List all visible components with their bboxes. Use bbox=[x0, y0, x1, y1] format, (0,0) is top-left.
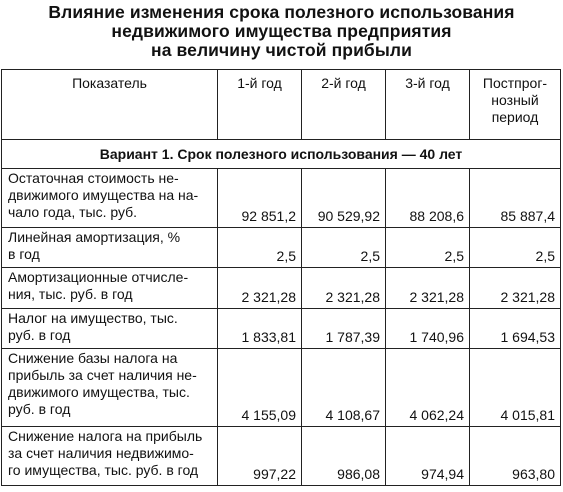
row-value: 2,5 bbox=[470, 228, 561, 268]
title-line: на величину чистой прибыли bbox=[151, 40, 412, 60]
row-value: 2 321,28 bbox=[218, 268, 302, 309]
header-cell: Постпрог- нозный период bbox=[470, 70, 561, 140]
header-cell: 2-й год bbox=[302, 70, 386, 140]
table-row bbox=[2, 268, 561, 309]
header-row bbox=[2, 70, 561, 140]
header-cell: 1-й год bbox=[218, 70, 302, 140]
table-row bbox=[2, 309, 561, 349]
row-value: 2 321,28 bbox=[470, 268, 561, 309]
row-label: Налог на имущество, тыс. руб. в год bbox=[2, 309, 218, 349]
row-label: Снижение базы налога на прибыль за счет наличия не- движимого имущества, тыс. руб. в год bbox=[2, 349, 218, 427]
row-label: Линейная амортизация, % в год bbox=[2, 228, 218, 268]
row-value: 88 208,6 bbox=[386, 169, 470, 228]
row-value: 1 694,53 bbox=[470, 309, 561, 349]
row-value: 1 740,96 bbox=[386, 309, 470, 349]
row-value: 92 851,2 bbox=[218, 169, 302, 228]
row-value: 85 887,4 bbox=[470, 169, 561, 228]
table-row bbox=[2, 349, 561, 427]
row-value: 997,22 bbox=[218, 427, 302, 486]
row-value: 2 321,28 bbox=[386, 268, 470, 309]
row-value: 2,5 bbox=[386, 228, 470, 268]
variant-row bbox=[2, 140, 561, 169]
data-table bbox=[1, 69, 561, 486]
row-value: 90 529,92 bbox=[302, 169, 386, 228]
row-value: 1 787,39 bbox=[302, 309, 386, 349]
row-value: 4 155,09 bbox=[218, 349, 302, 427]
table-row bbox=[2, 427, 561, 486]
document-title bbox=[0, 3, 563, 60]
row-value: 2 321,28 bbox=[302, 268, 386, 309]
row-value: 974,94 bbox=[386, 427, 470, 486]
variant-label: Вариант 1. Срок полезного использования — 40 лет bbox=[2, 140, 561, 169]
row-value: 963,80 bbox=[470, 427, 561, 486]
row-label: Амортизационные отчисле- ния, тыс. руб. в год bbox=[2, 268, 218, 309]
table-row bbox=[2, 169, 561, 228]
row-value: 2,5 bbox=[218, 228, 302, 268]
row-value: 1 833,81 bbox=[218, 309, 302, 349]
row-label: Остаточная стоимость не- движимого имущества на на- чало года, тыс. руб. bbox=[2, 169, 218, 228]
header-cell: 3-й год bbox=[386, 70, 470, 140]
row-value: 986,08 bbox=[302, 427, 386, 486]
row-value: 2,5 bbox=[302, 228, 386, 268]
row-value: 4 015,81 bbox=[470, 349, 561, 427]
table-row bbox=[2, 228, 561, 268]
row-value: 4 062,24 bbox=[386, 349, 470, 427]
row-value: 4 108,67 bbox=[302, 349, 386, 427]
title-line: Влияние изменения срока полезного использования bbox=[48, 2, 515, 22]
title-line: недвижимого имущества предприятия bbox=[111, 21, 452, 41]
header-cell: Показатель bbox=[2, 70, 218, 140]
row-label: Снижение налога на прибыль за счет наличия недвижимо- го имущества, тыс. руб. в год bbox=[2, 427, 218, 486]
